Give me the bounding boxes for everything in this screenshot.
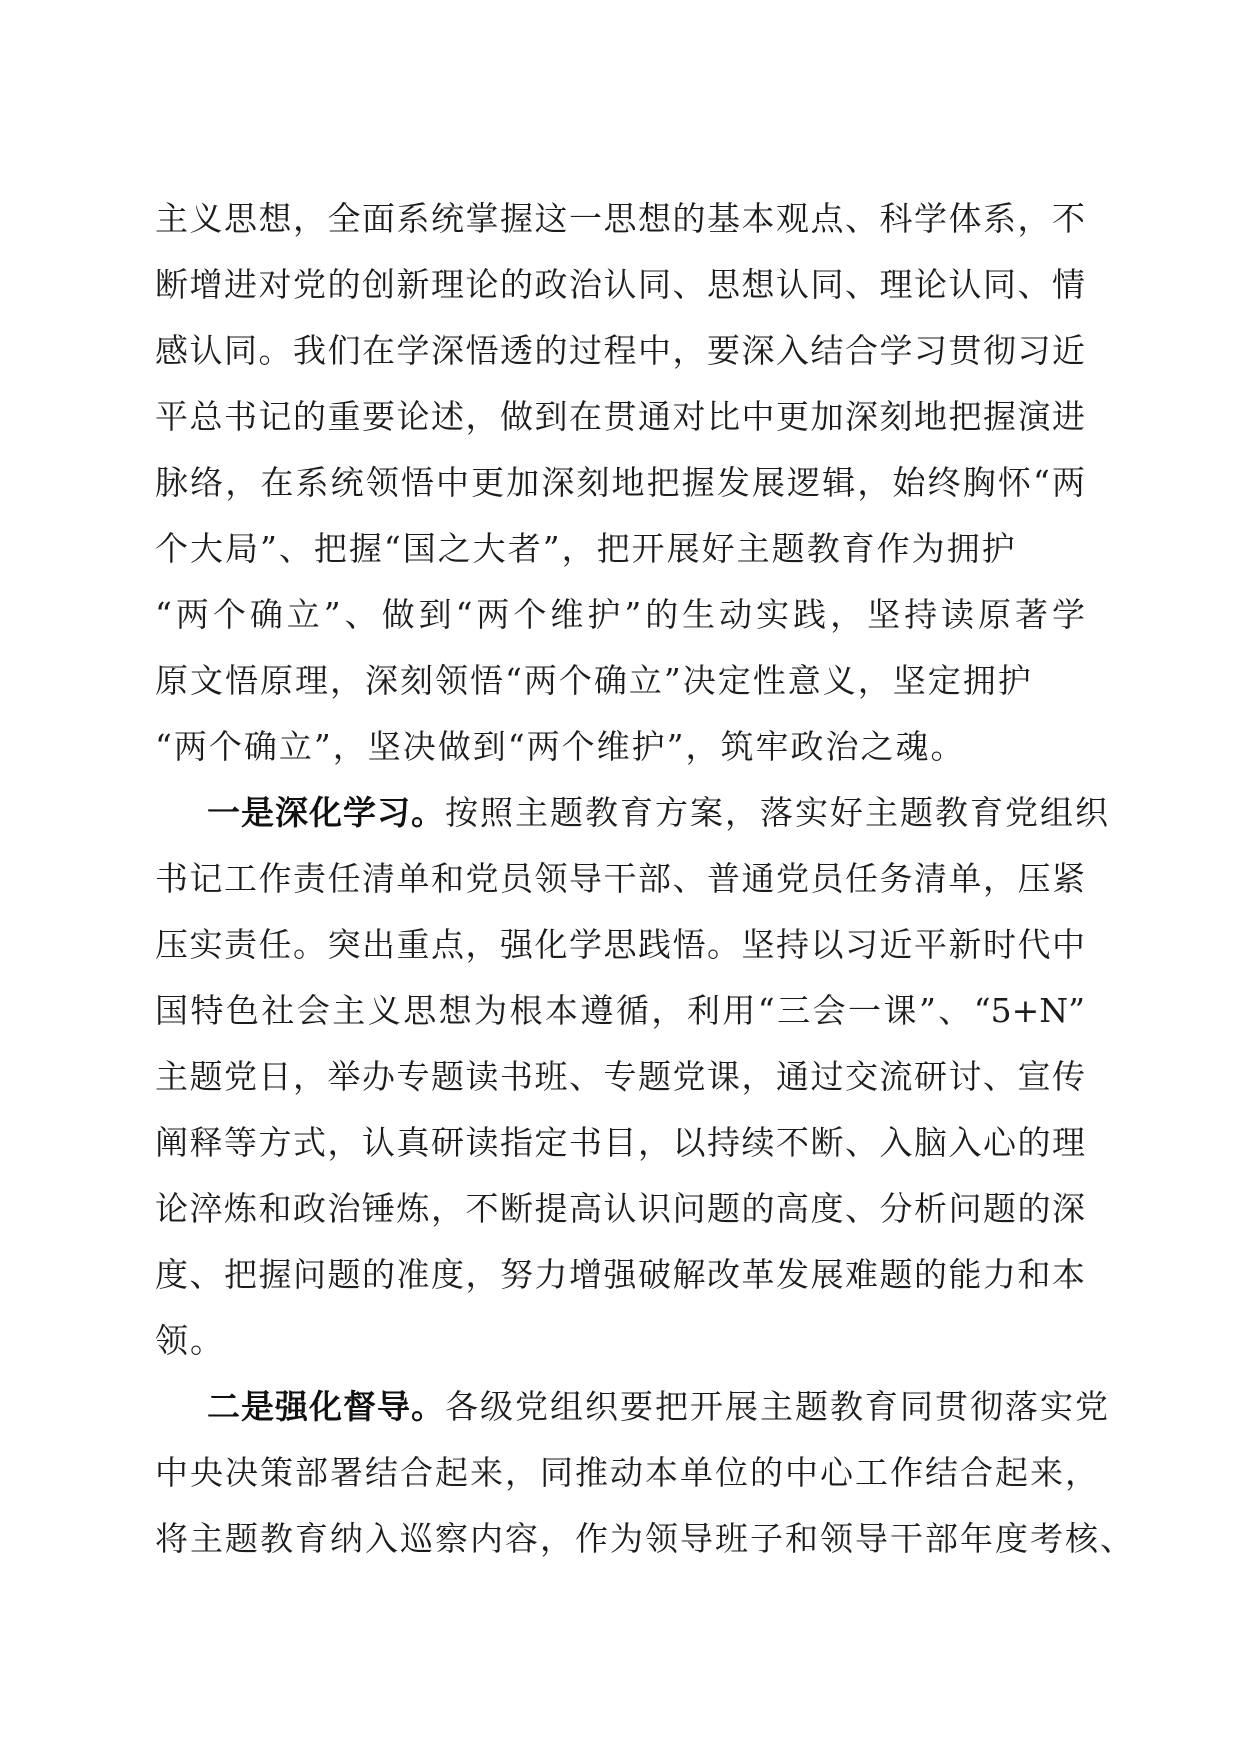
text-line: 中央决策部署结合起来，同推动本单位的中心工作结合起来， xyxy=(155,1453,1100,1492)
text-line: 脉络，在系统领悟中更加深刻地把握发展逻辑，始终胸怀“两 xyxy=(155,463,1085,502)
text-line: 主题党日，举办专题读书班、专题党课，通过交流研讨、宣传 xyxy=(155,1057,1085,1096)
paragraph-heading: 二是强化督导。 xyxy=(207,1387,445,1426)
text-span: 各级党组织要把开展主题教育同贯彻落实党 xyxy=(445,1387,1110,1426)
text-line: 阐释等方式，认真研读指定书目，以持续不断、入脑入心的理 xyxy=(155,1123,1085,1162)
paragraph-strengthen-supervision xyxy=(155,1374,1135,1572)
text-line: 书记工作责任清单和党员领导干部、普通党员任务清单，压紧 xyxy=(155,859,1085,898)
text-line: “两个确立”、做到“两个维护”的生动实践，坚持读原著学 xyxy=(155,595,1085,634)
text-line: 领。 xyxy=(155,1321,225,1360)
paragraph-deepen-study xyxy=(155,780,1110,1374)
text-line xyxy=(155,780,1110,846)
text-line: “两个确立”，坚决做到“两个维护”，筑牢政治之魂。 xyxy=(155,727,966,766)
text-line: 度、把握问题的准度，努力增强破解改革发展难题的能力和本 xyxy=(155,1255,1085,1294)
paragraph-heading: 一是深化学习。 xyxy=(207,793,445,832)
text-line: 感认同。我们在学深悟透的过程中，要深入结合学习贯彻习近 xyxy=(155,331,1085,370)
paragraph-intro xyxy=(155,186,1085,780)
text-line: 论淬炼和政治锤炼，不断提高认识问题的高度、分析问题的深 xyxy=(155,1189,1085,1228)
document-body xyxy=(155,186,1135,1572)
text-line: 个大局”、把握“国之大者”，把开展好主题教育作为拥护 xyxy=(155,529,1017,568)
text-line: 国特色社会主义思想为根本遵循，利用“三会一课”、“5+N” xyxy=(155,991,1085,1030)
text-line: 原文悟原理，深刻领悟“两个确立”决定性意义，坚定拥护 xyxy=(155,661,1033,700)
text-line xyxy=(155,1374,1110,1440)
text-line: 断增进对党的创新理论的政治认同、思想认同、理论认同、情 xyxy=(155,265,1085,304)
text-span: 按照主题教育方案，落实好主题教育党组织 xyxy=(445,793,1110,832)
text-line: 将主题教育纳入巡察内容，作为领导班子和领导干部年度考核、 xyxy=(155,1519,1135,1558)
text-line: 平总书记的重要论述，做到在贯通对比中更加深刻地把握演进 xyxy=(155,397,1085,436)
text-line: 主义思想，全面系统掌握这一思想的基本观点、科学体系，不 xyxy=(155,199,1085,238)
text-line: 压实责任。突出重点，强化学思践悟。坚持以习近平新时代中 xyxy=(155,925,1085,964)
